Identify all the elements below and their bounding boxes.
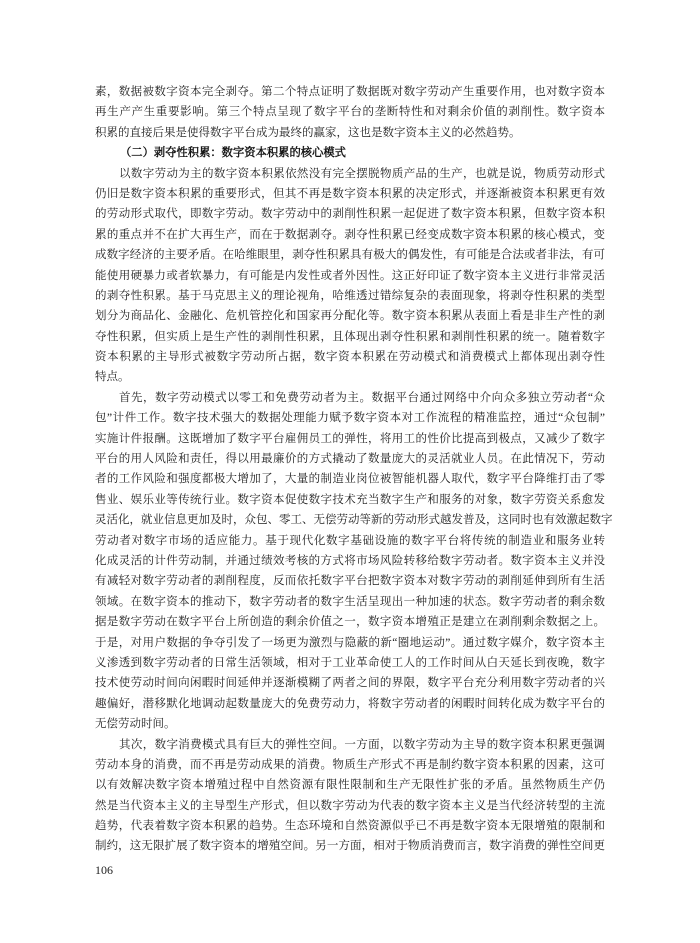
text-line: 资本积累的主导形式被数字劳动所占据，数字资本积累在劳动模式和消费模式上都体现出剥夺性 (95, 351, 605, 364)
page-number: 106 (95, 863, 113, 877)
text-line: 无偿劳动时间。 (95, 718, 176, 731)
text-line: 其次，数字消费模式具有巨大的弹性空间。一方面，以数字劳动为主导的数字资本积累更强调 (119, 738, 605, 751)
paragraph-continuation (95, 82, 605, 143)
text-line: 然是当代资本主义的主导型生产形式，但以数字劳动为代表的数字资本主义是当代经济转型的主流 (95, 799, 605, 812)
section-heading (95, 143, 605, 163)
text-line: 实施计件报酬。这既增加了数字平台雇佣员工的弹性，将用工的性价比提高到极点，又减少了数字 (95, 432, 605, 445)
paragraph (95, 735, 605, 857)
text-line: 售业、娱乐业等传统行业。数字资本促使数字技术充当数字生产和服务的对象，数字劳资关系愈发 (95, 493, 605, 506)
text-line: 平台的用人风险和责任，得以用最廉价的方式撬动了数量庞大的灵活就业人员。在此情况下，劳动 (95, 453, 605, 466)
text-line: 制约，这无限扩展了数字资本的增殖空间。另一方面，相对于物质消费而言，数字消费的弹性空间更 (95, 840, 605, 853)
text-line: 夺性积累，但实质上是生产性的剥削性积累，且体现出剥夺性积累和剥削性积累的统一。随着数字 (95, 330, 605, 343)
text-line: 以数字劳动为主的数字资本积累依然没有完全摆脱物质产品的生产，也就是说，物质劳动形式 (119, 167, 605, 180)
text-line: 以有效解决数字资本增殖过程中自然资源有限性限制和生产无限性扩张的矛盾。虽然物质生产仍 (95, 779, 605, 792)
text-line: 劳动者对数字市场的适应能力。基于现代化数字基础设施的数字平台将传统的制造业和服务业转 (95, 534, 605, 547)
text-line: 的剥夺性积累。基于马克思主义的理论视角，哈维透过错综复杂的表面现象，将剥夺性积累的类型 (95, 289, 605, 302)
text-line: 素，数据被数字资本完全剥夺。第二个特点证明了数据既对数字劳动产生重要作用，也对数字资本 (95, 86, 605, 98)
text-line: 仍旧是数字资本积累的重要形式，但其不再是数字资本积累的决定形式，并逐渐被资本积累更有效 (95, 187, 605, 200)
text-line: 灵活化，就业信息更加及时，众包、零工、无偿劳动等新的劳动形式越发普及，这同时也有效激起数字 (95, 514, 613, 527)
text-line: 于是，对用户数据的争夺引发了一场更为激烈与隐蔽的新“圈地运动”。通过数字媒介，数字资本主 (95, 636, 605, 649)
text-line: 能使用硬暴力或者软暴力，有可能是内发性或者外因性。这正好印证了数字资本主义进行非常灵活 (95, 269, 605, 282)
paragraph (95, 164, 605, 388)
text-line: 据是数字劳动在数字平台上所创造的剩余价值之一，数字资本增殖正是建立在剥削剩余数据之上。 (95, 616, 605, 629)
text-line: 再生产产生重要影响。第三个特点呈现了数字平台的垄断特性和对剩余价值的剥削性。数字资本 (95, 106, 605, 119)
text-line: 特点。 (95, 371, 130, 384)
text-line: 积累的直接后果是使得数字平台成为最终的赢家，这也是数字资本主义的必然趋势。 (95, 126, 521, 139)
text-line: 成数字经济的主要矛盾。在哈维眼里，剥夺性积累具有极大的偶发性，有可能是合法或者非法，有可 (95, 249, 605, 262)
text-line: 领域。在数字资本的推动下，数字劳动者的数字生活呈现出一种加速的状态。数字劳动者的剩余数 (95, 595, 605, 608)
text-line: 趋势，代表着数字资本积累的趋势。生态环境和自然资源似乎已不再是数字资本无限增殖的限制和 (95, 820, 605, 833)
text-line: 包”计件工作。数字技术强大的数据处理能力赋予数字资本对工作流程的精准监控，通过“众包制” (95, 412, 605, 425)
text-line: 趣偏好，潜移默化地调动起数量庞大的免费劳动力，将数字劳动者的闲暇时间转化成为数字平台的 (95, 697, 605, 710)
article-body (95, 82, 613, 857)
text-line: 划分为商品化、金融化、危机管控化和国家再分配化等。数字资本积累从表面上看是非生产性的剥 (95, 310, 605, 323)
text-line: 累的重点并不在扩大再生产，而在于数据剥夺。剥夺性积累已经变成数字资本积累的核心模式，变 (95, 228, 605, 241)
text-line: 劳动本身的消费，而不再是劳动成果的消费。物质生产形式不再是制约数字资本积累的因素，这可 (95, 758, 605, 771)
text-line: 的劳动形式取代，即数字劳动。数字劳动中的剥削性积累一起促进了数字资本积累，但数字资本积 (95, 208, 605, 221)
text-line: 化成灵活的计件劳动制，并通过绩效考核的方式将市场风险转移给数字劳动者。数字资本主义并没 (95, 554, 605, 567)
section-heading-text: （二）剥夺性积累：数字资本积累的核心模式 (120, 147, 346, 160)
paragraph (95, 388, 613, 735)
text-line: 有减轻对数字劳动者的剥削程度，反而依托数字平台把数字资本对数字劳动的剥削延伸到所有生活 (95, 575, 605, 588)
text-line: 者的工作风险和强度都极大增加了，大量的制造业岗位被智能机器人取代，数字平台降维打击了零 (95, 473, 605, 486)
text-line: 技术使劳动时间向闲暇时间延伸并逐渐模糊了两者之间的界限，数字平台充分利用数字劳动者的兴 (95, 677, 605, 690)
text-line: 首先，数字劳动模式以零工和免费劳动者为主。数据平台通过网络中介向众多独立劳动者“众 (119, 391, 605, 404)
text-line: 义渗透到数字劳动者的日常生活领域，相对于工业革命使工人的工作时间从白天延长到夜晚，数字 (95, 656, 605, 669)
